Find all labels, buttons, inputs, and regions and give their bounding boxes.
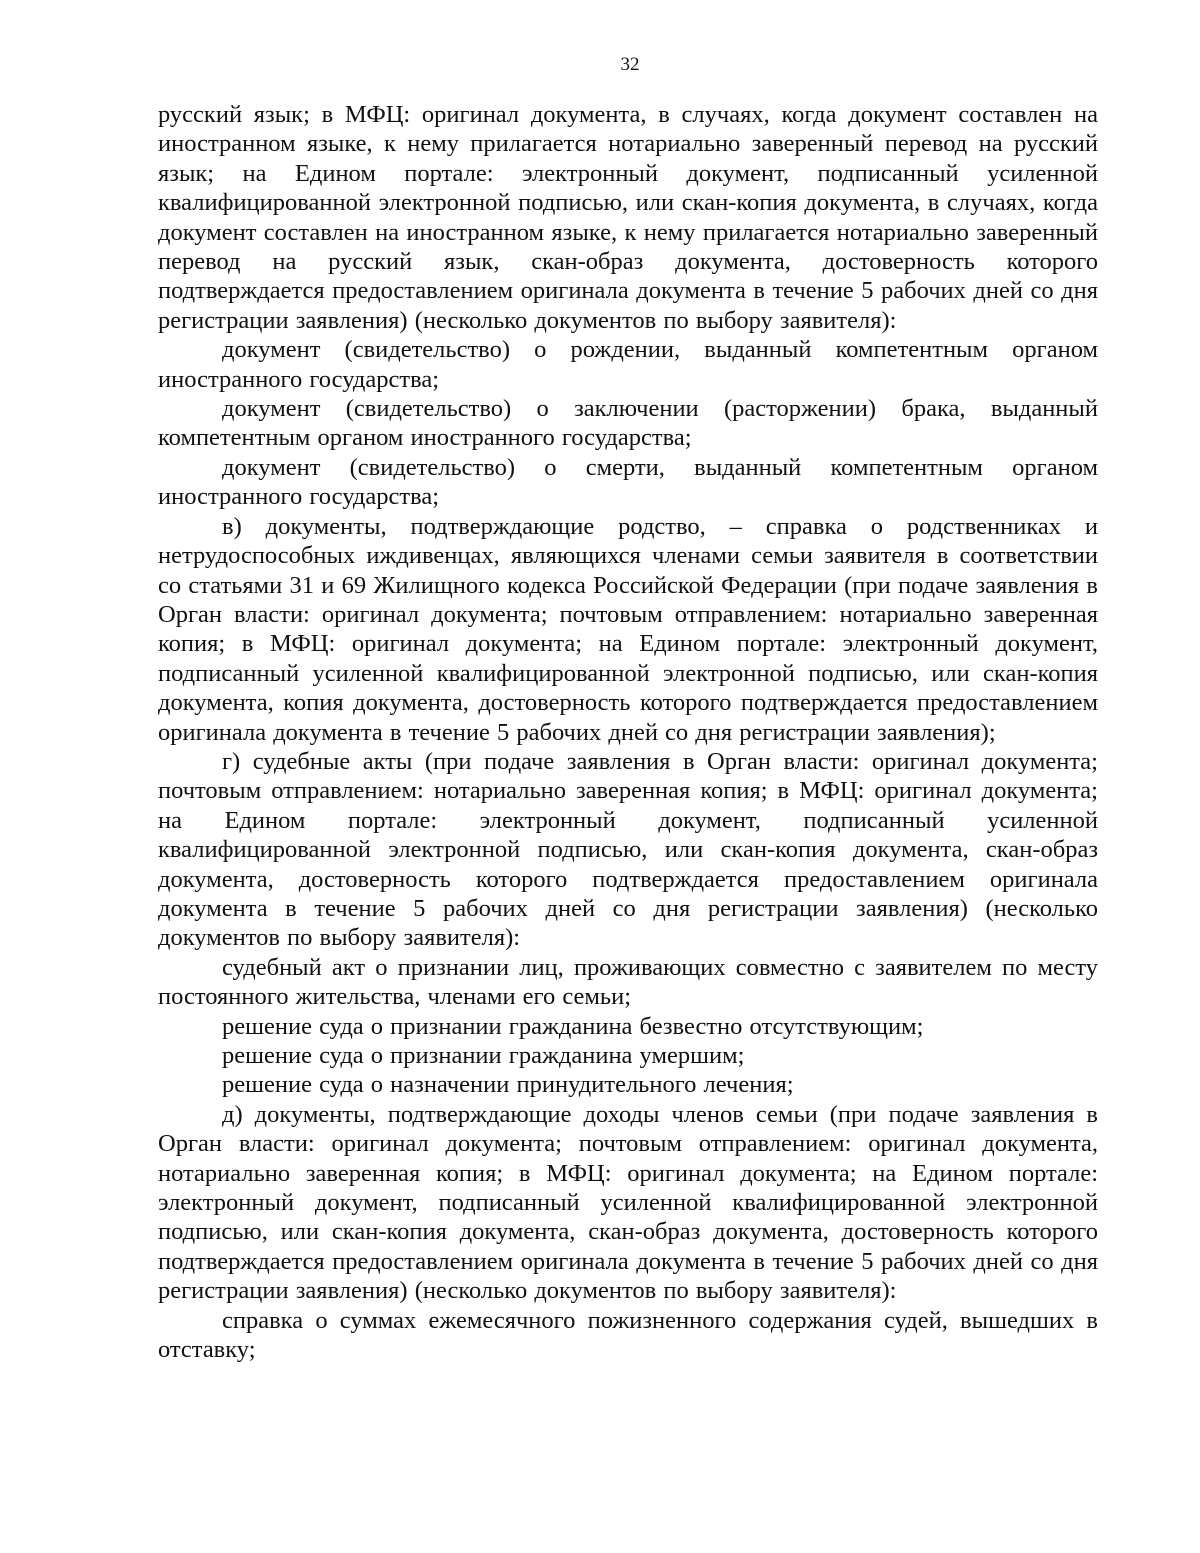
paragraph-court-deceased: решение суда о признании гражданина умершим; [222,1042,745,1069]
page-number: 32 [620,54,640,75]
document-body [158,100,1098,1364]
paragraph-item-v: в) документы, подтверждающие родство, – справка о родственниках и нетрудоспособных иждивенцах, являющихся членами семьи заявителя в соответствии со статьями 31 и 69 Жилищного кодекса Российской Федерации (при подаче заявления в Орган власти: оригинал документа; почтовым отправлением: нотариально заверенная копия; в МФЦ: оригинал документа; на Едином портале: электронный документ, подписанный усиленной квалифицированной электронной подписью, или скан-копия документа, копия документа, достоверность которого подтверждается предоставлением оригинала документа в течение 5 рабочих дней со дня регистрации заявления); [158,512,1098,746]
paragraph-court-missing: решение суда о признании гражданина безвестно отсутствующим; [222,1012,924,1040]
paragraph-death-certificate: документ (свидетельство) о смерти, выданный компетентным органом иностранного государства; [158,453,1098,511]
paragraph-birth-certificate: документ (свидетельство) о рождении, выданный компетентным органом иностранного государства; [158,336,1098,393]
paragraph-court-treatment: решение суда о назначении принудительного лечения; [222,1071,794,1099]
paragraph-item-d: д) документы, подтверждающие доходы членов семьи (при подаче заявления в Орган власти: оригинал документа; почтовым отправлением: оригинал документа, нотариально заверенная копия; в МФЦ: оригинал документа; на Едином портале: электронный документ, подписанный усиленной квалифицированной электронной подписью, или скан-копия документа, скан-образ документа, достоверность которого подтверждается предоставлением оригинала документа в течение 5 рабочих дней со дня регистрации заявления) (несколько документов по выбору заявителя): [158,1100,1098,1305]
paragraph-continuation: русский язык; в МФЦ: оригинал документа, в случаях, когда документ составлен на иностранном языке, к нему прилагается нотариально заверенный перевод на русский язык; на Едином портале: электронный документ, подписанный усиленной квалифицированной электронной подписью, или скан-копия документа, в случаях, когда документ составлен на иностранном языке, к нему прилагается нотариально заверенный перевод на русский язык, скан-образ документа, достоверность которого подтверждается предоставлением оригинала документа в течение 5 рабочих дней со дня регистрации заявления) (несколько документов по выбору заявителя): [158,101,1098,334]
paragraph-court-act-family: судебный акт о признании лиц, проживающих совместно с заявителем по месту постоянного жительства, членами его семьи; [158,953,1098,1011]
paragraph-item-g: г) судебные акты (при подаче заявления в Орган власти: оригинал документа; почтовым отправлением: нотариально заверенная копия; в МФЦ: оригинал документа; на Едином портале: электронный документ, подписанный усиленной квалифицированной электронной подписью, или скан-копия документа, скан-образ документа, достоверность которого подтверждается предоставлением оригинала документа в течение 5 рабочих дней со дня регистрации заявления) (несколько документов по выбору заявителя): [158,747,1098,952]
paragraph-marriage-certificate: документ (свидетельство) о заключении (расторжении) брака, выданный компетентным органом иностранного государства; [158,395,1098,452]
paragraph-judges-allowance: справка о суммах ежемесячного пожизненного содержания судей, вышедших в отставку; [158,1306,1098,1364]
